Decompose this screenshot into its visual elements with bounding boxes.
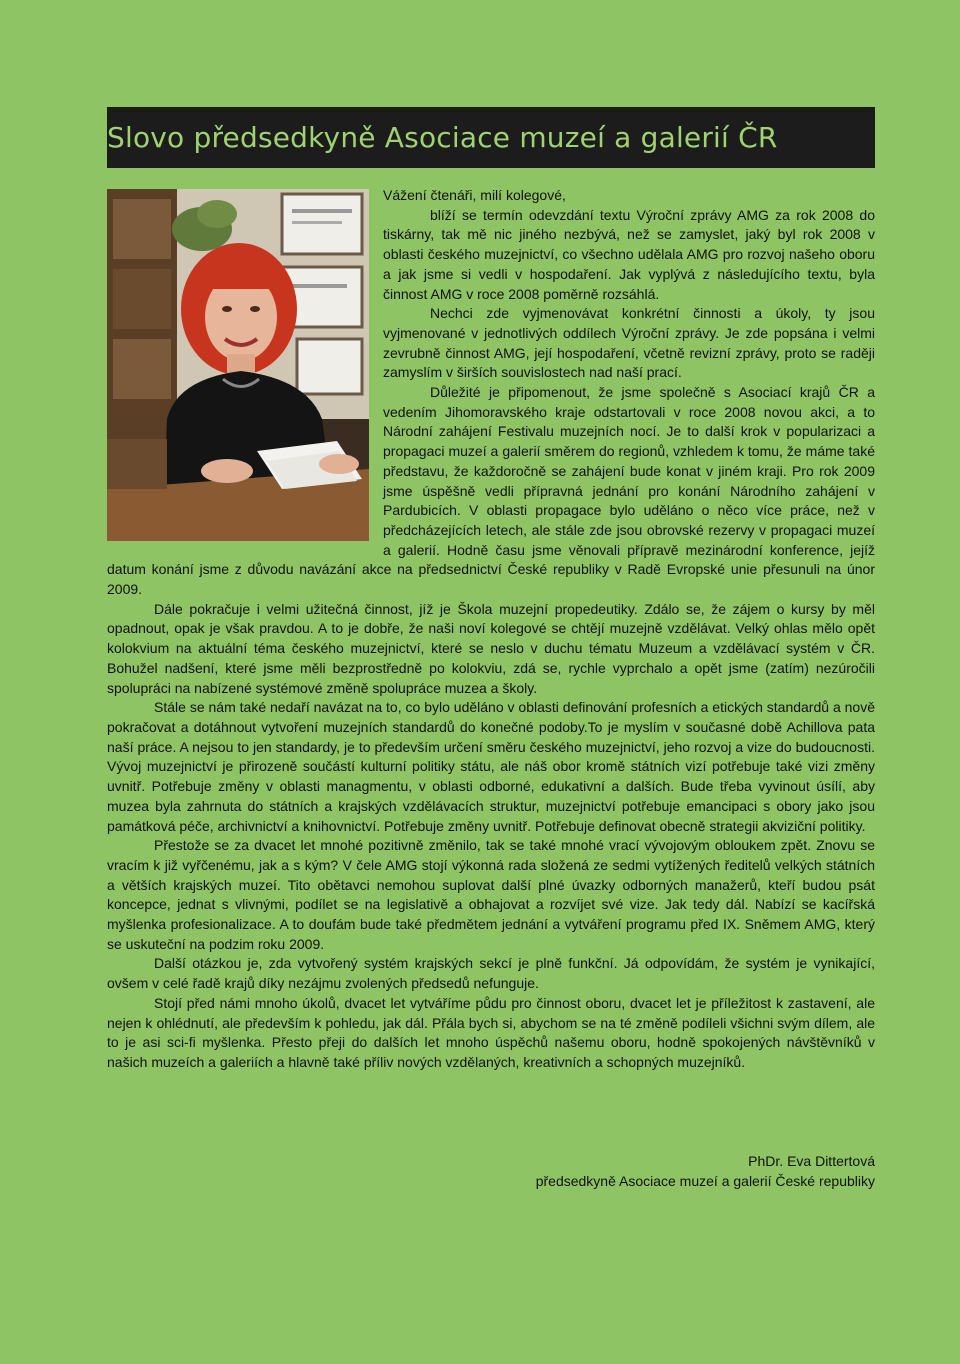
portrait-photo [107,189,369,541]
signature-name: PhDr. Eva Dittertová [748,1153,875,1169]
signature-role: předsedkyně Asociace muzeí a galerií České republiky [535,1172,875,1189]
paragraph-7: Další otázkou je, zda vytvořený systém krajských sekcí je plně funkční. Já odpovídám, že systém je vynikající, ovšem v celé řadě krajů díky nezájmu zvolených předsedů nefunguje. [107,955,875,992]
paragraph-8: Stojí před námi mnoho úkolů, dvacet let vytváříme půdu pro činnost oboru, dvacet let je příležitost k zastavení, ale nejen k ohlédnutí, ale především k pohledu, jak dál. Přála bych si, abychom se na té změně podíleli všichni svým dílem, ale to je asi sci-fi myšlenka. Přesto přeji do dalších let mnoho úspěchů našemu oboru, hodně spokojených návštěvníků v našich muzeích a galeriích a hlavně také příliv nových vzdělaných, kreativních a schopných muzejníků. [107,994,875,1070]
article-body [107,186,875,1073]
title-bar [107,107,875,168]
paragraph-3: Důležité je připomenout, že jsme společně s Asociací krajů ČR a vedením Jihomoravského kraje odstartovali v roce 2008 novou akci, a to Národní zahájení Festivalu muzejních nocí. Je to další krok v popularizaci a propagaci muzeí a galerií směrem do regionů, vzhledem k tomu, že máme také představu, že každoročně se zahájení bude konat v jiném kraji. Pro rok 2009 jsme úspěšně vedli přípravná jednání pro konání Národního zahájení v Pardubicích. V oblasti propagace bylo uděláno o něco více práce, než v předcházejících letech, ale stále zde jsou obrovské rezervy v propagaci muzeí a galerií. Hodně času jsme věnovali přípravě mezinárodní konference, jejíž datum konání jsme z důvodu navázání akce na předsednictví České republiky v Radě Evropské unie přesunuli na únor 2009. [107,384,875,598]
signature-block [536,1152,875,1191]
paragraph-4: Dále pokračuje i velmi užitečná činnost, jíž je Škola muzejní propedeutiky. Zdálo se, že zájem o kursy by měl opadnout, opak je však pravdou. A to je dobře, že naši noví kolegové se chtějí muzejně vzdělávat. Velký ohlas mělo opět kolokvium na aktuální téma českého muzejnictví, které se neslo v duchu tématu Muzeum a vzdělávací systém v ČR. Bohužel nadšení, které jsme měli bezprostředně po kolokviu, zdá se, rychle vyprchalo a opět jsme (zatím) nezúročili spolupráci na nabízené systémové změně spolupráce muzea a školy. [107,600,875,696]
paragraph-2: Nechci zde vyjmenovávat konkrétní činnosti a úkoly, ty jsou vyjmenované v jednotlivých oddílech Výroční zprávy. Je zde popsána i velmi zevrubně činnost AMG, její hospodaření, včetně revizní zprávy, proto se raději zamyslím v širších souvislostech nad naší prací. [383,305,875,381]
paragraph-6: Přestože se za dvacet let mnohé pozitivně změnilo, tak se také mnohé vrací vývojovým obloukem zpět. Znovu se vracím k již vyřčenému, jak a s kým? V čele AMG stojí výkonná rada složená ze sedmi vytížených ředitelů velkých státních a větších krajských muzeí. Tito obětavci nemohou suplovat další plné úvazky odborných manažerů, kteří budou psát koncepce, jednat s vlivnými, podílet se na legislativě a obhajovat a rozvíjet své vize. Jak tedy dál. Nabízí se kacířská myšlenka profesionalizace. A to doufám bude také předmětem jednání a vytváření programu před IX. Sněmem AMG, který se uskuteční na podzim roku 2009. [107,837,875,952]
paragraph-1: blíží se termín odevzdání textu Výroční zprávy AMG za rok 2008 do tiskárny, tak mě nic jiného nezbývá, než se zamyslet, jaký byl rok 2008 v oblasti českého muzejnictví, co všechno udělala AMG pro rozvoj našeho oboru a jak jsme si vedli v hospodaření. Jak vyplývá z následujícího textu, byla činnost AMG v roce 2008 poměrně rozsáhlá. [383,206,875,302]
greeting: Vážení čtenáři, milí kolegové, [383,187,566,203]
paragraph-5: Stále se nám také nedaří navázat na to, co bylo uděláno v oblasti definování profesních a etických standardů a nově pokračovat a dotáhnout vytvoření muzejních standardů do konečné podoby.To je myslím v současné době Achillova pata naší práce. A nejsou to jen standardy, je to především určení směru českého muzejnictví, jeho rozvoj a vize do budoucnosti. Vývoj muzejnictví je přirozeně součástí kulturní politiky státu, ale náš obor kromě státních vizí potřebuje také vizi změny uvnitř. Potřebuje změny v oblasti managmentu, v oblasti odborné, edukativní a dalších. Bude třeba vyvinout úsílí, aby muzea byla zahrnuta do státních a krajských vzdělávacích struktur, muzejnictví potřebuje emancipaci s obory jako jsou památková péče, archivnictví a knihovnictví. Potřebuje změny uvnitř. Potřebuje definovat obecně strategii akviziční politiky. [107,699,875,834]
page-title: Slovo předsedkyně Asociace muzeí a galerií ČR [107,121,778,154]
